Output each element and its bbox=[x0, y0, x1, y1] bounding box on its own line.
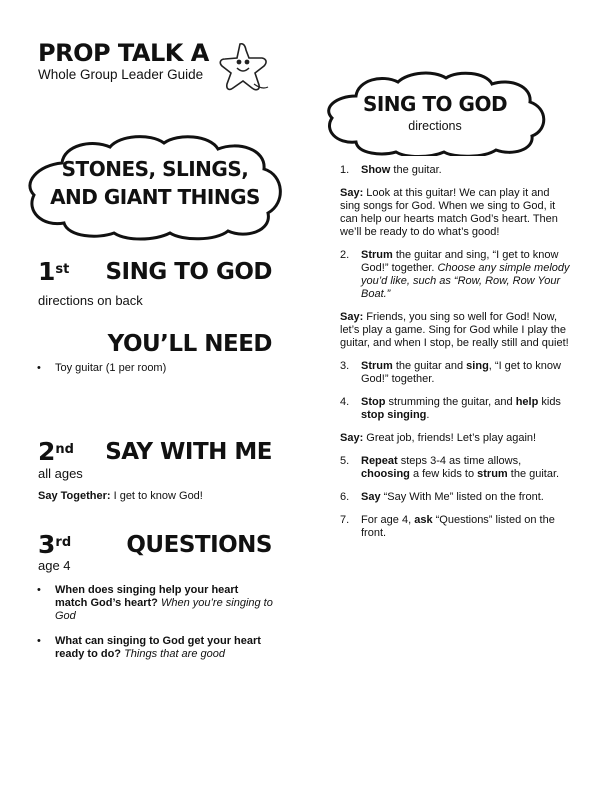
say-paragraph-2: Say: Friends, you sing so well for God! Now, let’s play a game. Sing for God while I play the guitar, and when I stop, be really still and quiet! bbox=[340, 311, 569, 349]
section-3-ages: age 4 bbox=[38, 558, 71, 573]
step-4: 4. Stop strumming the guitar, and help kids stop singing. bbox=[340, 396, 561, 421]
section-1-title: SING TO GOD bbox=[105, 259, 272, 285]
say-paragraph-1: Say: Look at this guitar! We can play it and sing songs for God. When we sing to God, it can help our hearts match God’s heart. Then we’ll be ready to do what’s good! bbox=[340, 187, 558, 238]
section-2-number: 2nd bbox=[38, 437, 74, 466]
list-item: • When does singing help your heart match God’s heart? When you’re singing to God bbox=[33, 584, 273, 623]
lesson-title-cloud bbox=[22, 133, 288, 241]
section-1-number: 1st bbox=[38, 257, 70, 286]
section-2-title: SAY WITH ME bbox=[105, 439, 272, 465]
section-3-title: QUESTIONS bbox=[126, 532, 272, 558]
section-2-ages: all ages bbox=[38, 466, 83, 481]
lesson-title-line2: AND GIANT THINGS bbox=[50, 185, 260, 209]
step-5: 5. Repeat steps 3-4 as time allows, choosing a few kids to strum the guitar. bbox=[340, 455, 560, 480]
list-item: • What can singing to God get your heart ready to do? Things that are good bbox=[33, 635, 273, 661]
page-subtitle: Whole Group Leader Guide bbox=[38, 67, 204, 82]
lesson-title-line1: STONES, SLINGS, bbox=[61, 157, 249, 181]
supply-list bbox=[33, 362, 273, 375]
step-6: 6. Say “Say With Me” listed on the front. bbox=[340, 491, 544, 503]
directions-title-cloud bbox=[322, 70, 548, 156]
section-1-note: directions on back bbox=[38, 293, 143, 308]
step-1: 1. Show the guitar. bbox=[340, 164, 442, 176]
directions-title: SING TO GOD bbox=[362, 92, 508, 116]
question-list bbox=[33, 584, 273, 661]
page-title: PROP TALK A bbox=[38, 39, 209, 67]
directions-subtitle: directions bbox=[408, 119, 462, 133]
say-paragraph-3: Say: Great job, friends! Let’s play again! bbox=[340, 432, 537, 444]
star-mascot-icon bbox=[218, 40, 270, 94]
section-3-number: 3rd bbox=[38, 530, 72, 559]
step-3: 3. Strum the guitar and sing, “I get to know God!” together. bbox=[340, 360, 561, 385]
say-together-line: Say Together: I get to know God! bbox=[38, 490, 203, 502]
step-7: 7. For age 4, ask “Questions” listed on the front. bbox=[340, 514, 555, 539]
step-2: 2. Strum the guitar and sing, “I get to know God!” together. Choose any simple melody you’d like, such as “Row, Row, Row Your Boat.” bbox=[340, 249, 570, 300]
directions-list bbox=[340, 164, 572, 550]
list-item: • Toy guitar (1 per room) bbox=[33, 362, 273, 375]
youll-need-title: YOU’LL NEED bbox=[107, 331, 272, 357]
